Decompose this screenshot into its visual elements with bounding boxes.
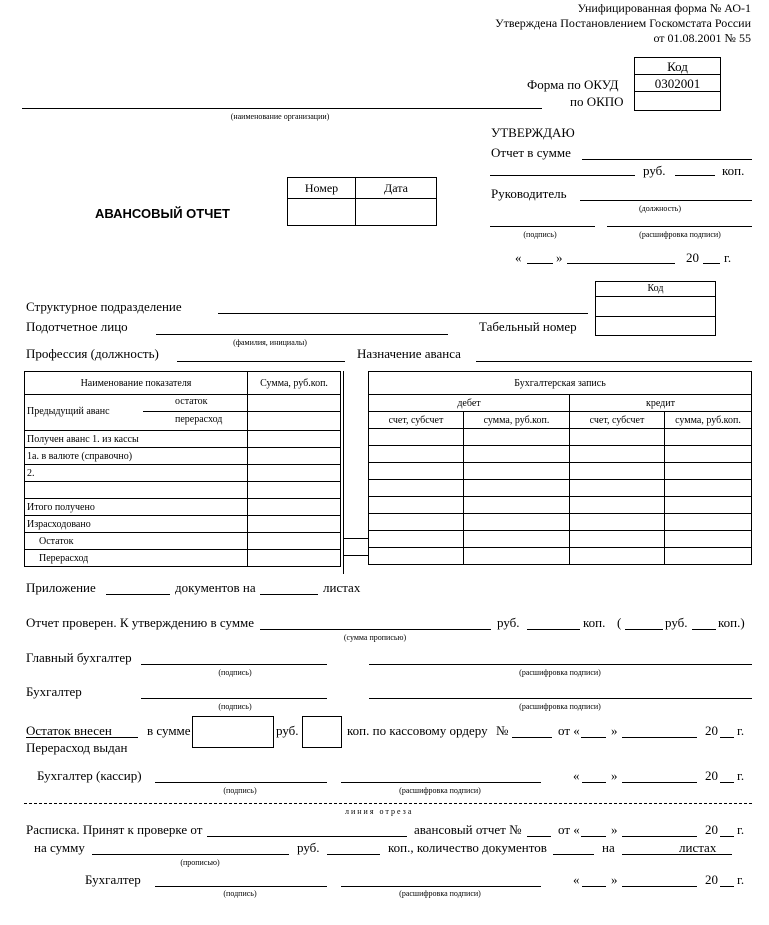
receipt-sheets: листах <box>679 840 717 855</box>
prev-advance-remainder: остаток <box>175 396 208 407</box>
entry-cell[interactable] <box>464 497 570 514</box>
entry-cell[interactable] <box>464 548 570 565</box>
chief-signature-field[interactable] <box>141 664 327 665</box>
head-position-field[interactable] <box>580 200 752 201</box>
receipt-year: 20 <box>705 822 718 837</box>
number-date-table <box>287 177 437 226</box>
report-sum-rub-field[interactable] <box>490 175 635 176</box>
cut-line <box>24 803 752 804</box>
checked-rub-field[interactable] <box>527 629 580 630</box>
head-decode-field[interactable] <box>607 226 752 227</box>
entry-cell[interactable] <box>570 514 665 531</box>
checked-rub2-field[interactable] <box>625 629 663 630</box>
deposit-close: » <box>611 723 618 738</box>
receipt-rub: руб. <box>297 840 320 855</box>
receipt-decode-caption: (расшифровка подписи) <box>399 889 481 898</box>
receipt-sign-g: г. <box>737 872 745 887</box>
receipt-words-caption: (прописью) <box>180 858 220 867</box>
indicator-header: Наименование показателя <box>25 372 248 395</box>
deposit-year-field[interactable] <box>720 737 734 738</box>
receipt-quote-open: « <box>573 872 580 887</box>
structural-unit-label: Структурное подразделение <box>26 299 182 314</box>
credit-header: кредит <box>570 395 752 412</box>
receipt-sign-month-field[interactable] <box>622 886 697 887</box>
report-sum-rub-label: руб. <box>643 163 666 178</box>
purpose-label: Назначение аванса <box>357 346 461 361</box>
entry-cell[interactable] <box>464 463 570 480</box>
receipt-docs-count-field[interactable] <box>553 854 594 855</box>
approve-date-month-field[interactable] <box>567 263 675 264</box>
receipt-accountant-label: Бухгалтер <box>85 872 141 887</box>
head-position-caption: (должность) <box>639 204 681 213</box>
person-code-header: Код <box>647 283 664 294</box>
person-code-divider1 <box>595 296 716 297</box>
document-date-field[interactable] <box>356 199 437 226</box>
deposit-no: № <box>496 723 509 738</box>
row-sum[interactable] <box>248 516 341 533</box>
entry-cell[interactable] <box>665 548 752 565</box>
name-caption: (фамилия, инициалы) <box>233 338 307 347</box>
receipt-signature-field[interactable] <box>155 886 327 887</box>
debit-header: дебет <box>369 395 570 412</box>
row-sum[interactable] <box>248 431 341 448</box>
row-sum[interactable] <box>248 448 341 465</box>
entry-cell[interactable] <box>665 497 752 514</box>
deposit-in-sum: в сумме <box>147 723 191 738</box>
approve-date-year-field[interactable] <box>703 263 720 264</box>
receipt-na: на <box>602 840 615 855</box>
deposit-kop-box[interactable] <box>302 716 342 748</box>
row-sum[interactable] <box>248 465 341 482</box>
row-sum[interactable] <box>248 550 341 567</box>
document-title: АВАНСОВЫЙ ОТЧЕТ <box>95 206 230 221</box>
attachment-label: Приложение <box>26 580 96 595</box>
person-code-divider2 <box>595 316 716 317</box>
cashier-g: г. <box>737 768 745 783</box>
document-number-field[interactable] <box>288 199 356 226</box>
code-box-divider2 <box>634 91 721 92</box>
sum-header: Сумма, руб.коп. <box>248 372 341 395</box>
checked-rub2: руб. <box>665 615 688 630</box>
receipt-on-sum: на сумму <box>34 840 85 855</box>
chief-decode-field[interactable] <box>369 664 752 665</box>
entry-cell[interactable] <box>369 497 464 514</box>
date-header: Дата <box>356 178 437 199</box>
report-sum-label: Отчет в сумме <box>491 145 571 160</box>
checked-kop2: коп.) <box>718 615 745 630</box>
accountant-label: Бухгалтер <box>26 684 82 699</box>
entry-cell[interactable] <box>464 446 570 463</box>
tab-number-label: Табельный номер <box>479 319 577 334</box>
receipt-quote-close: » <box>611 872 618 887</box>
accountant-decode-field[interactable] <box>369 698 752 699</box>
receipt-report-number-field[interactable] <box>527 836 551 837</box>
receipt-month-field[interactable] <box>622 836 697 837</box>
chief-decode-caption: (расшифровка подписи) <box>519 668 601 677</box>
entry-cell[interactable] <box>570 446 665 463</box>
head-label: Руководитель <box>491 186 567 201</box>
receipt-year-field[interactable] <box>720 836 734 837</box>
entry-cell[interactable] <box>665 429 752 446</box>
row-label: Остаток <box>25 533 248 550</box>
accountant-decode-caption: (расшифровка подписи) <box>519 702 601 711</box>
receipt-decode-field[interactable] <box>341 886 541 887</box>
entry-cell[interactable] <box>570 480 665 497</box>
entry-cell[interactable] <box>570 463 665 480</box>
row-label: 1а. в валюте (справочно) <box>25 448 248 465</box>
profession-label: Профессия (должность) <box>26 346 159 361</box>
row-sum[interactable] <box>248 499 341 516</box>
accounting-entries-table <box>368 371 752 565</box>
attachment-docs-field[interactable] <box>106 594 170 595</box>
head-decode-caption: (расшифровка подписи) <box>639 230 721 239</box>
okud-label: Форма по ОКУД <box>527 77 619 92</box>
receipt-kop-count: коп., количество документов <box>388 840 547 855</box>
row-label: 2. <box>25 465 248 482</box>
table-gap-vline1 <box>343 371 344 574</box>
receipt-g: г. <box>737 822 745 837</box>
deposit-rub: руб. <box>276 723 299 738</box>
receipt-close: » <box>611 822 618 837</box>
approve-title: УТВЕРЖДАЮ <box>491 125 575 140</box>
checked-rub: руб. <box>497 615 520 630</box>
table-gap-line2 <box>343 555 368 556</box>
structural-unit-field[interactable] <box>218 313 588 314</box>
checked-kop: коп. <box>583 615 606 630</box>
organization-name-field[interactable] <box>22 108 542 109</box>
deposit-day-field[interactable] <box>581 737 606 738</box>
entry-cell[interactable] <box>665 446 752 463</box>
approve-date-quote-open: « <box>515 250 522 265</box>
row-label: Итого получено <box>25 499 248 516</box>
head-signature-field[interactable] <box>490 226 595 227</box>
cashier-year: 20 <box>705 768 718 783</box>
checked-sum-words-field[interactable] <box>260 629 491 630</box>
accounting-header: Бухгалтерская запись <box>369 372 752 395</box>
entry-cell[interactable] <box>369 429 464 446</box>
organization-caption: (наименование организации) <box>230 112 330 121</box>
row-sum[interactable] <box>248 482 341 499</box>
code-box-divider1 <box>634 74 721 75</box>
debit-sum-header: сумма, руб.коп. <box>464 412 570 429</box>
entry-cell[interactable] <box>464 480 570 497</box>
receipt-sign-day-field[interactable] <box>582 886 606 887</box>
approve-date-quote-close: » <box>556 250 563 265</box>
receipt-sign-year: 20 <box>705 872 718 887</box>
cashier-decode-field[interactable] <box>341 782 541 783</box>
entry-cell[interactable] <box>570 548 665 565</box>
checked-paren-open: ( <box>617 615 622 630</box>
purpose-field[interactable] <box>476 361 752 362</box>
attachment-sheets: листах <box>323 580 361 595</box>
accountable-person-label: Подотчетное лицо <box>26 319 128 334</box>
accountable-person-field[interactable] <box>156 334 448 335</box>
cashier-signature-caption: (подпись) <box>223 786 257 795</box>
receipt-day-field[interactable] <box>581 836 606 837</box>
chief-accountant-label: Главный бухгалтер <box>26 650 132 665</box>
receipt-from-field[interactable] <box>207 836 407 837</box>
deposit-order-number-field[interactable] <box>512 737 552 738</box>
receipt-sign-year-field[interactable] <box>720 886 734 887</box>
checked-words-caption: (сумма прописью) <box>343 633 407 642</box>
report-sum-field[interactable] <box>582 159 752 160</box>
row-label: Получен аванс 1. из кассы <box>25 431 248 448</box>
form-header-line1: Унифицированная форма № АО-1 <box>577 1 751 15</box>
approve-date-day-field[interactable] <box>527 263 553 264</box>
checked-label: Отчет проверен. К утверждению в сумме <box>26 615 255 630</box>
form-header-line2: Утверждена Постановлением Госкомстата России <box>495 16 751 30</box>
entry-cell[interactable] <box>369 480 464 497</box>
remainder-deposited-label: Остаток внесен <box>26 723 112 738</box>
deposit-month-field[interactable] <box>622 737 697 738</box>
code-box-header: Код <box>667 59 688 74</box>
cashier-signature-field[interactable] <box>155 782 327 783</box>
cashier-quote-close: » <box>611 768 618 783</box>
entry-cell[interactable] <box>570 497 665 514</box>
approve-date-g: г. <box>724 250 732 265</box>
entry-cell[interactable] <box>464 429 570 446</box>
credit-sum-header: сумма, руб.коп. <box>665 412 752 429</box>
entry-cell[interactable] <box>369 463 464 480</box>
deposit-rub-box[interactable] <box>192 716 274 748</box>
receipt-rub-field[interactable] <box>327 854 380 855</box>
entry-cell[interactable] <box>369 514 464 531</box>
entry-cell[interactable] <box>464 531 570 548</box>
form-header-line3: от 01.08.2001 № 55 <box>653 31 751 45</box>
okpo-code-field[interactable] <box>636 93 719 109</box>
approve-date-year: 20 <box>686 250 699 265</box>
report-sum-kop-label: коп. <box>722 163 745 178</box>
debit-account-header: счет, субсчет <box>369 412 464 429</box>
entry-cell[interactable] <box>369 531 464 548</box>
cashier-quote-open: « <box>573 768 580 783</box>
report-sum-kop-field[interactable] <box>675 175 715 176</box>
entry-cell[interactable] <box>570 531 665 548</box>
entry-cell[interactable] <box>665 463 752 480</box>
prev-advance-label: Предыдущий аванс <box>27 406 110 417</box>
cashier-day-field[interactable] <box>582 782 606 783</box>
row-sum[interactable] <box>248 533 341 550</box>
entry-cell[interactable] <box>665 514 752 531</box>
prev-advance-overrun: перерасход <box>175 414 223 425</box>
receipt-from: от « <box>558 822 580 837</box>
profession-field[interactable] <box>177 361 345 362</box>
attachment-docs-on: документов на <box>175 580 256 595</box>
prev-advance-sum-split <box>248 411 341 412</box>
entry-cell[interactable] <box>464 514 570 531</box>
okpo-label: по ОКПО <box>570 94 624 109</box>
cashier-year-field[interactable] <box>720 782 734 783</box>
row-label <box>25 482 248 499</box>
deposit-g: г. <box>737 723 745 738</box>
attachment-sheets-field[interactable] <box>260 594 318 595</box>
receipt-sum-words-field[interactable] <box>92 854 289 855</box>
checked-kop2-field[interactable] <box>692 629 716 630</box>
cashier-month-field[interactable] <box>622 782 697 783</box>
overrun-issued-label: Перерасход выдан <box>26 740 128 755</box>
entry-cell[interactable] <box>369 446 464 463</box>
table-gap-line1 <box>343 538 368 539</box>
deposit-split-line <box>26 737 138 738</box>
row-label: Израсходовано <box>25 516 248 533</box>
receipt-accepted-label: Расписка. Принят к проверке от <box>26 822 203 837</box>
accountant-signature-field[interactable] <box>141 698 327 699</box>
okud-code-field[interactable]: 0302001 <box>654 76 701 91</box>
cashier-label: Бухгалтер (кассир) <box>37 768 142 783</box>
entry-cell[interactable] <box>570 429 665 446</box>
row-label: Перерасход <box>25 550 248 567</box>
chief-signature-caption: (подпись) <box>218 668 252 677</box>
accountant-signature-caption: (подпись) <box>218 702 252 711</box>
structural-unit-code-field[interactable] <box>597 298 714 314</box>
receipt-report-no: авансовый отчет № <box>414 822 522 837</box>
deposit-from: от « <box>558 723 580 738</box>
advance-indicators-table <box>24 371 341 567</box>
head-signature-caption: (подпись) <box>523 230 557 239</box>
entry-cell[interactable] <box>665 531 752 548</box>
deposit-kop-order: коп. по кассовому ордеру <box>347 723 488 738</box>
number-header: Номер <box>288 178 356 199</box>
deposit-year: 20 <box>705 723 718 738</box>
entry-cell[interactable] <box>665 480 752 497</box>
cashier-decode-caption: (расшифровка подписи) <box>399 786 481 795</box>
prev-advance-cell <box>25 395 248 431</box>
prev-advance-split <box>143 411 248 412</box>
tab-number-field[interactable] <box>597 318 714 334</box>
receipt-signature-caption: (подпись) <box>223 889 257 898</box>
credit-account-header: счет, субсчет <box>570 412 665 429</box>
prev-advance-sum-cell[interactable] <box>248 395 341 431</box>
entry-cell[interactable] <box>369 548 464 565</box>
cut-line-label: линия отреза <box>345 807 414 816</box>
